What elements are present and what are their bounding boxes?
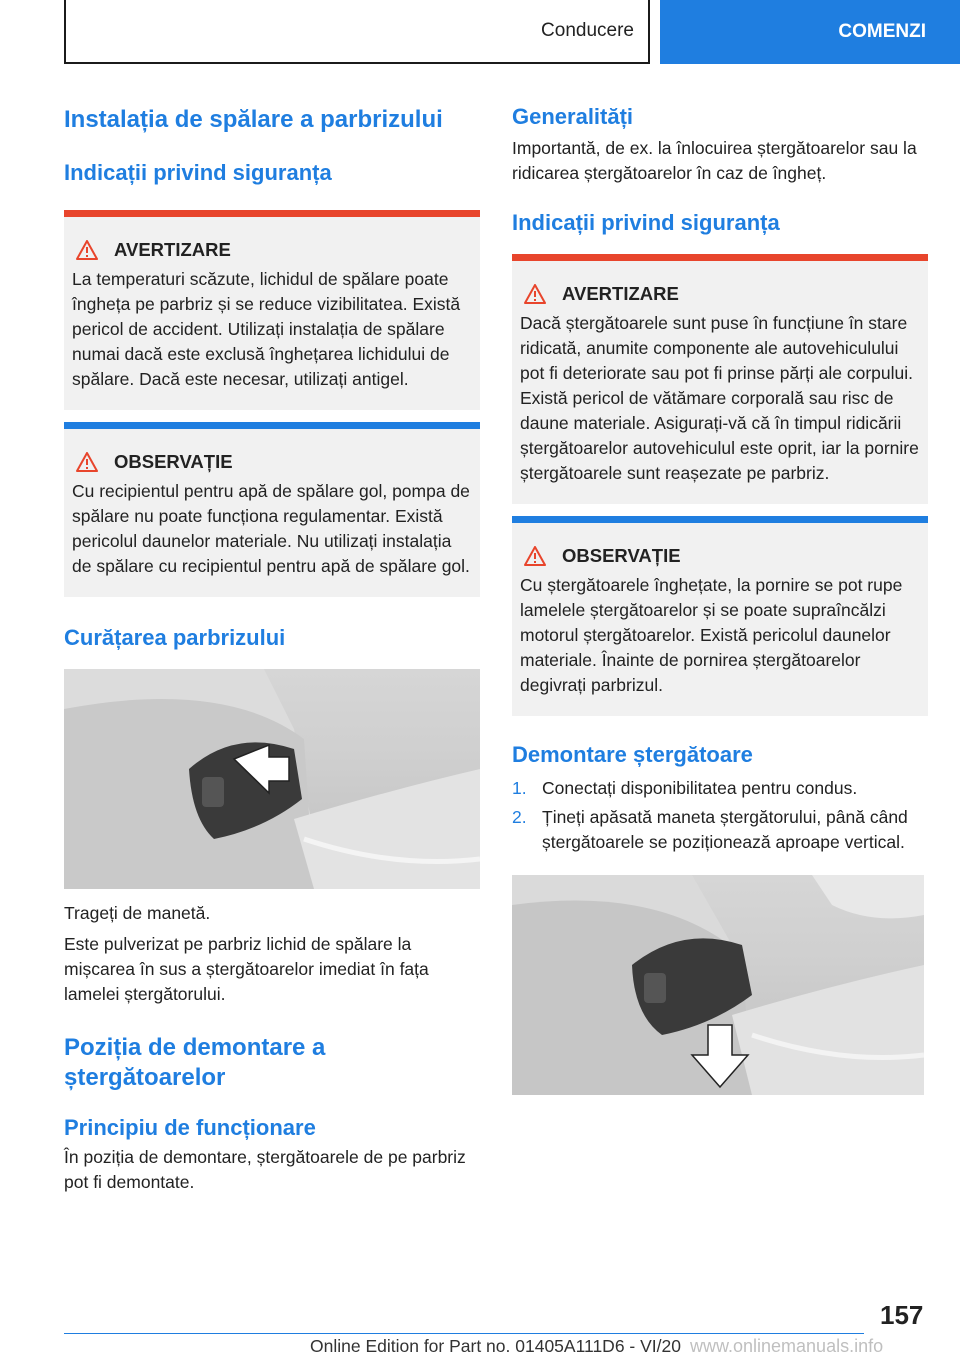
watermark: www.onlinemanuals.info [690, 1336, 884, 1356]
step-text: Țineți apăsată maneta ștergătorului, până când ștergătoarele se poziționează aproape vertical. [542, 807, 908, 852]
edition-note: Online Edition for Part no. 01405A111D6 - VI/20 [310, 1336, 681, 1356]
step-number: 1. [512, 778, 527, 798]
general-text: Importantă, de ex. la înlocuirea ștergătoarelor sau la ridicarea ștergătoarelor în caz de îngheț. [512, 138, 917, 183]
notice-triangle-icon [524, 546, 546, 566]
notice-text-right: Cu ștergătoarele înghețate, la pornire se pot rupe lamelele ștergătoarelor și se poate supraîncălzi motorul ștergătoarelor. Există pericolul daunelor materiale. Înainte de pornirea ștergătoarelor degivrați parbrizul. [520, 575, 903, 695]
warning-text: La temperaturi scăzute, lichidul de spălare poate îngheța pe parbriz și se reduce vizibilitatea. Există pericol de accident. Utilizați instalația de spălare numai dacă este exclusă înghețarea lichidului de spălare. Dacă este necesar, utilizați antigel. [72, 269, 461, 389]
warning-triangle-icon [524, 284, 546, 304]
warning-bar [64, 210, 480, 217]
page-number: 157 [880, 1300, 924, 1330]
warning-box [64, 210, 480, 410]
section-tab-label: Conducere [541, 20, 634, 41]
page-header [0, 0, 960, 66]
warning-triangle-icon [76, 240, 98, 260]
step-text: Conectați disponibilitatea pentru condus. [542, 778, 858, 798]
wiper-lever-pull-image [64, 669, 480, 889]
warning-bar-right [512, 254, 928, 261]
general-heading: Generalități [512, 104, 634, 129]
safety-heading: Indicații privind siguranța [64, 160, 332, 185]
cleaning-heading: Curățarea parbrizului [64, 625, 286, 650]
step-number: 2. [512, 807, 527, 827]
chapter-tab-label: COMENZI [838, 21, 926, 42]
notice-box [64, 422, 480, 597]
notice-title: OBSERVAȚIE [114, 451, 233, 472]
notice-bar [64, 422, 480, 429]
chapter-tab[interactable] [660, 0, 960, 64]
principle-heading: Principiu de funcționare [64, 1115, 316, 1140]
warning-title-right: AVERTIZARE [562, 283, 679, 304]
removal-position-heading: Poziția de demontare a ștergătoarelor [64, 1034, 326, 1091]
safety-heading-right: Indicații privind siguranța [512, 210, 780, 235]
notice-bar-right [512, 516, 928, 523]
notice-title-right: OBSERVAȚIE [562, 545, 681, 566]
section-tab[interactable] [64, 0, 650, 64]
warning-box-right [512, 254, 928, 504]
notice-box-right [512, 516, 928, 716]
list-item [512, 776, 928, 801]
page-title: Instalația de spălare a parbrizului [64, 106, 443, 133]
cleaning-description: Este pulverizat pe parbriz lichid de spălare la mișcarea în sus a ștergătoarelor imediat în fața lamelei ștergătorului. [64, 934, 429, 1004]
notice-text: Cu recipientul pentru apă de spălare gol, pompa de spălare nu poate funcționa regulamentar. Există pericolul daunelor materiale. Nu utilizați instalația de spălare cu recipientul pentru apă de spălare gol. [72, 481, 470, 576]
removal-steps [512, 776, 928, 855]
list-item [512, 805, 928, 855]
right-column [512, 100, 928, 1095]
footer-divider [64, 1333, 864, 1334]
cleaning-instruction: Trageți de manetă. [64, 903, 211, 923]
left-column [64, 100, 480, 1195]
warning-title: AVERTIZARE [114, 239, 231, 260]
principle-text: În poziția de demontare, ștergătoarele de pe parbriz pot fi demontate. [64, 1147, 466, 1192]
wiper-lever-push-image [512, 875, 924, 1095]
removal-heading: Demontare ștergătoare [512, 742, 753, 767]
notice-triangle-icon [76, 452, 98, 472]
warning-text-right: Dacă ștergătoarele sunt puse în funcțiune în stare ridicată, anumite componente ale autovehiculului pot fi deteriorate sau pot fi prinse părți ale corpului. Există pericol de vătămare corporală sau risc de daune materiale. Asigurați-vă că în timpul ridicării ștergătoarelor autovehiculul este oprit, iar la pornire ștergătoarele sunt reașezate pe parbriz. [520, 313, 919, 483]
